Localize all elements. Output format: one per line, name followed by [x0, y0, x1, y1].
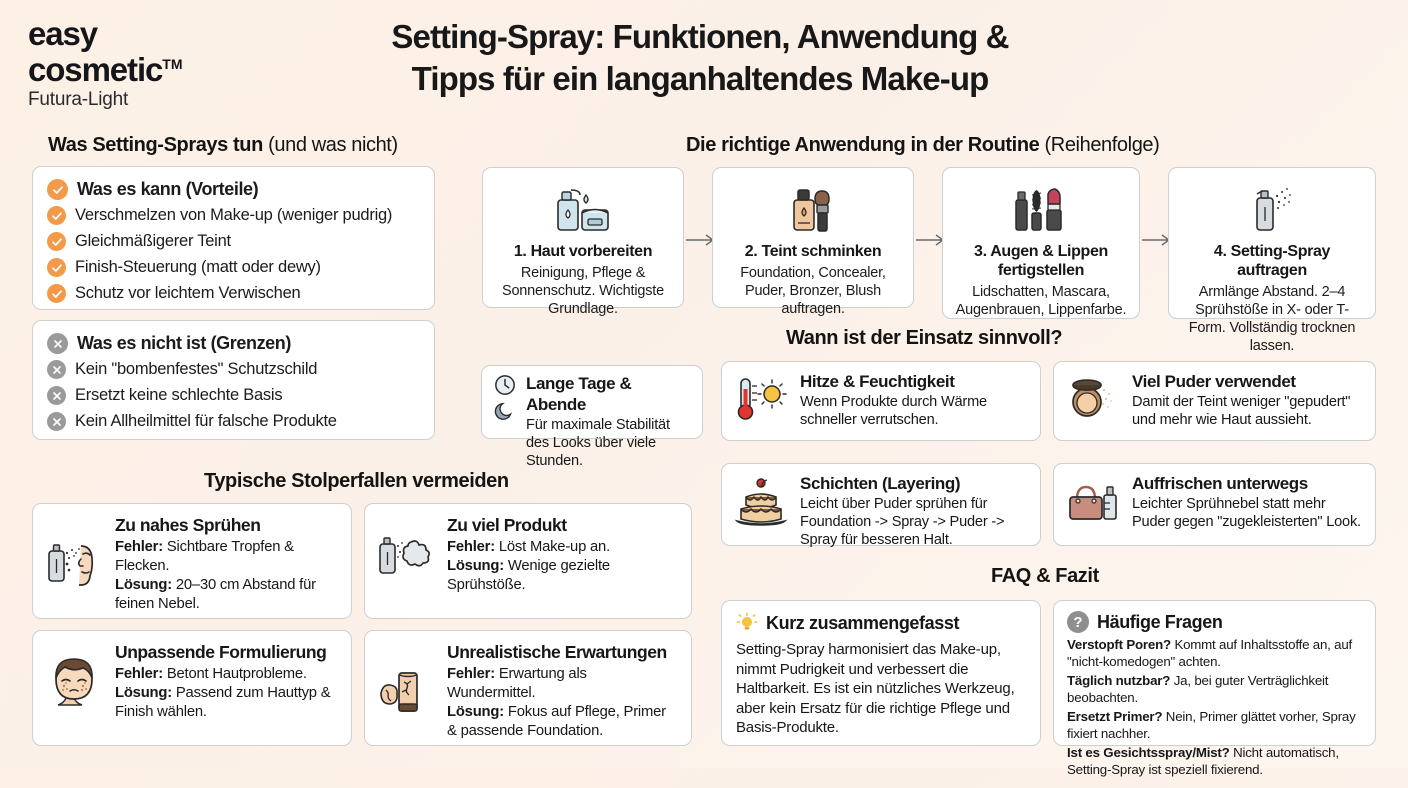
pitfall-fix	[115, 684, 339, 722]
pitfall-fix	[447, 703, 679, 741]
when-card-desc: Leicht über Puder sprühen für Foundation -> Spray -> Puder -> Spray für besseren Halt.	[800, 496, 1005, 548]
pitfall-text	[447, 641, 679, 741]
pitfall-error-label: Fehler:	[447, 666, 495, 682]
routine-step-card	[1168, 167, 1376, 354]
faq-body	[1054, 601, 1375, 788]
summary-card	[721, 600, 1041, 746]
section-title-faq-fazit	[991, 565, 1099, 588]
section-title-pitfalls-bold: Typische Stolperfallen vermeiden	[204, 470, 509, 492]
handbag-and-spray-icon	[1064, 473, 1122, 529]
faq-item	[1067, 744, 1362, 778]
pros-item-label: Verschmelzen von Make-up (weniger pudrig)	[75, 206, 393, 224]
pitfall-error-text: Betont Hautprobleme.	[166, 666, 307, 682]
pitfall-body	[33, 504, 351, 624]
close-circle-icon	[47, 360, 66, 379]
section-title-what-they-do-light: (und was nicht)	[268, 134, 398, 156]
pitfall-title: Unpassende Formulierung	[115, 642, 327, 662]
when-card	[721, 361, 1041, 441]
close-circle-icon	[47, 333, 68, 354]
pitfall-text	[115, 641, 339, 722]
close-circle-icon	[47, 386, 66, 405]
faq-question: Verstopft Poren?	[1067, 637, 1171, 652]
pitfall-error	[115, 665, 339, 684]
limits-heading-row	[47, 332, 420, 355]
pitfall-text	[447, 514, 679, 595]
routine-step-card	[712, 167, 914, 317]
pitfall-fix-text: Passend zum Hauttyp & Finish wählen.	[115, 685, 331, 720]
when-card-desc: Wenn Produkte durch Wärme schneller verrutschen.	[800, 394, 987, 428]
limits-item	[47, 410, 420, 433]
routine-step-body	[943, 168, 1139, 327]
when-card-body	[722, 464, 1040, 558]
limits-item-label: Kein "bombenfestes" Schutzschild	[75, 360, 318, 378]
faq-card	[1053, 600, 1376, 777]
cracked-foundation-tube-icon	[375, 660, 437, 722]
when-card	[481, 365, 703, 469]
brand-line-2-text: cosmetic	[28, 51, 163, 88]
pitfall-fix-label: Lösung:	[115, 577, 172, 593]
routine-step-desc: Lidschatten, Mascara, Augenbrauen, Lippenfarbe.	[955, 284, 1127, 318]
check-circle-icon	[47, 206, 66, 225]
pitfall-body	[365, 631, 691, 751]
cleanser-bottle-and-cream-jar-icon	[491, 178, 675, 240]
close-circle-icon	[47, 412, 66, 431]
summary-body	[722, 601, 1040, 749]
section-title-what-they-do-bold: Was Setting-Sprays tun	[48, 134, 263, 156]
when-card-text	[800, 371, 1028, 429]
pitfall-error-label: Fehler:	[115, 539, 163, 555]
pitfall-title: Zu viel Produkt	[447, 515, 567, 535]
check-circle-icon	[47, 179, 68, 200]
brand-line-2	[28, 49, 183, 88]
page-title	[300, 16, 1100, 100]
when-card-text	[800, 473, 1028, 549]
when-card-body	[1054, 362, 1375, 438]
when-card-text	[1132, 371, 1363, 429]
limits-list	[33, 321, 434, 443]
pros-item-label: Finish-Steuerung (matt oder dewy)	[75, 258, 321, 276]
brand-line-1: easy	[28, 15, 98, 52]
section-title-routine-light: (Reihenfolge)	[1044, 134, 1160, 156]
when-card-text	[1132, 473, 1363, 531]
when-card-text	[526, 373, 692, 470]
pitfall-card	[32, 503, 352, 619]
when-card	[1053, 463, 1376, 546]
pitfall-body	[33, 631, 351, 732]
clock-and-moon-icon	[490, 373, 520, 422]
pitfall-error	[115, 538, 339, 576]
pitfall-error	[447, 538, 679, 557]
when-card	[1053, 361, 1376, 441]
pros-card	[32, 166, 435, 310]
routine-step-card	[482, 167, 684, 317]
faq-question: Ist es Gesichtsspray/Mist?	[1067, 745, 1230, 760]
pitfall-card	[364, 630, 692, 746]
pitfall-fix-text: Wenige gezielte Sprühstöße.	[447, 558, 610, 593]
trademark-mark: TM	[162, 56, 183, 72]
when-card-title: Lange Tage & Abende	[526, 374, 632, 414]
pros-heading-row	[47, 178, 420, 201]
section-title-when-useful	[786, 327, 1062, 350]
spray-too-close-to-face-icon	[43, 533, 105, 595]
when-card-title: Viel Puder verwendet	[1132, 372, 1296, 391]
limits-heading: Was es nicht ist (Grenzen)	[77, 333, 291, 353]
pros-item-label: Gleichmäßigerer Teint	[75, 232, 231, 250]
when-card-body	[482, 366, 702, 477]
routine-step-title: 2. Teint schminken	[744, 243, 882, 260]
when-card-title: Hitze & Feuchtigkeit	[800, 372, 955, 391]
pitfall-text	[115, 514, 339, 614]
faq-answer: Nein, Primer glättet vorher, Spray fixiert nachher.	[1067, 709, 1356, 741]
limits-item	[47, 384, 420, 407]
when-card-title: Schichten (Layering)	[800, 474, 961, 493]
pitfall-title: Unrealistische Erwartungen	[447, 642, 667, 662]
pros-item	[47, 230, 420, 253]
brand-logo	[28, 15, 183, 111]
faq-title: Häufige Fragen	[1097, 611, 1223, 632]
summary-title: Kurz zusammengefasst	[766, 612, 960, 633]
limits-item-label: Ersetzt keine schlechte Basis	[75, 386, 283, 404]
routine-step-desc: Armlänge Abstand. 2–4 Sprühstöße in X- oder T-Form. Vollständig trocknen lassen.	[1188, 284, 1356, 354]
when-card-desc: Damit der Teint weniger "gepudert" und mehr wie Haut aussieht.	[1132, 394, 1351, 428]
spray-can-heavy-mist-icon	[375, 524, 437, 586]
spray-can-icon	[1177, 178, 1367, 240]
routine-step-body	[713, 168, 913, 326]
section-title-routine	[686, 134, 1159, 157]
faq-item	[1067, 636, 1362, 670]
page-title-line-2: Tipps für ein langanhaltendes Make-up	[411, 60, 989, 97]
summary-header	[736, 612, 1026, 634]
section-title-what-they-do	[48, 134, 398, 157]
section-title-routine-bold: Die richtige Anwendung in der Routine	[686, 134, 1040, 156]
pitfall-error-text: Sichtbare Tropfen & Flecken.	[115, 539, 294, 574]
section-title-when-useful-bold: Wann ist der Einsatz sinnvoll?	[786, 327, 1063, 349]
routine-step-desc: Reinigung, Pflege & Sonnenschutz. Wichtigste Grundlage.	[501, 265, 665, 317]
faq-question: Ersetzt Primer?	[1067, 709, 1163, 724]
when-card	[721, 463, 1041, 546]
routine-step-desc: Foundation, Concealer, Puder, Bronzer, Blush auftragen.	[740, 265, 886, 317]
lightbulb-icon	[736, 612, 758, 634]
check-circle-icon	[47, 232, 66, 251]
limits-item	[47, 358, 420, 381]
pitfall-fix-label: Lösung:	[115, 685, 172, 701]
pros-list	[33, 167, 434, 315]
pitfall-title: Zu nahes Sprühen	[115, 515, 261, 535]
question-mark-icon: ?	[1067, 611, 1089, 633]
pitfall-fix-text: Fokus auf Pflege, Primer & passende Foundation.	[447, 704, 666, 739]
pitfall-error-label: Fehler:	[447, 539, 495, 555]
pitfall-fix	[115, 576, 339, 614]
pros-item-label: Schutz vor leichtem Verwischen	[75, 284, 301, 302]
section-title-faq-fazit-bold: FAQ & Fazit	[991, 565, 1099, 587]
limits-item-label: Kein Allheilmittel für falsche Produkte	[75, 412, 337, 430]
pros-item	[47, 204, 420, 227]
thermometer-and-sun-icon	[732, 371, 790, 425]
routine-step-title: 1. Haut vorbereiten	[513, 243, 653, 260]
check-circle-icon	[47, 258, 66, 277]
layer-cake-icon	[732, 473, 790, 529]
routine-step-body	[483, 168, 683, 326]
pitfall-error-label: Fehler:	[115, 666, 163, 682]
pros-heading: Was es kann (Vorteile)	[77, 179, 259, 199]
face-with-skin-problems-icon	[43, 651, 105, 713]
routine-step-card	[942, 167, 1140, 319]
pitfall-fix-text: 20–30 cm Abstand für feinen Nebel.	[115, 577, 316, 612]
routine-step-title: 3. Augen & Lippen fertigstellen	[974, 243, 1108, 279]
powder-compact-icon	[1064, 371, 1122, 425]
when-card-desc: Leichter Sprühnebel statt mehr Puder gegen "zugekleisterten" Look.	[1132, 496, 1361, 530]
when-card-title: Auffrischen unterwegs	[1132, 474, 1308, 493]
pitfall-fix-label: Lösung:	[447, 704, 504, 720]
pros-item	[47, 282, 420, 305]
faq-item	[1067, 708, 1362, 742]
pitfall-error	[447, 665, 679, 703]
summary-text: Setting-Spray harmonisiert das Make-up, nimmt Pudrigkeit und verbessert die Haltbarkeit. Es ist ein nützliches Werkzeug, aber kein Ersatz für die richtige Pflege und Basis-Produkte.	[736, 641, 1015, 736]
pitfall-card	[364, 503, 692, 619]
check-circle-icon	[47, 284, 66, 303]
routine-step-title: 4. Setting-Spray auftragen	[1213, 243, 1331, 279]
pitfall-fix-label: Lösung:	[447, 558, 504, 574]
limits-card	[32, 320, 435, 440]
when-card-body	[1054, 464, 1375, 540]
faq-answer: Nicht automatisch, Setting-Spray ist speziell fixierend.	[1067, 745, 1339, 777]
brand-subtitle: Futura-Light	[28, 89, 129, 110]
when-card-desc: Für maximale Stabilität des Looks über viele Stunden.	[526, 417, 670, 469]
routine-step-body	[1169, 168, 1375, 363]
page-title-line-1: Setting-Spray: Funktionen, Anwendung &	[391, 18, 1009, 55]
faq-item	[1067, 672, 1362, 706]
pitfall-body	[365, 504, 691, 605]
header	[0, 0, 1408, 122]
pitfall-error-text: Erwartung als Wundermittel.	[447, 666, 587, 701]
pros-item	[47, 256, 420, 279]
faq-answer: Kommt auf Inhaltsstoffe an, auf "nicht-komedogen" achten.	[1067, 637, 1353, 669]
when-card-body	[722, 362, 1040, 438]
mascara-and-lipstick-icon	[951, 178, 1131, 240]
pitfall-error-text: Löst Make-up an.	[498, 539, 610, 555]
section-title-pitfalls	[204, 470, 509, 493]
faq-header	[1067, 611, 1362, 633]
pitfall-card	[32, 630, 352, 746]
faq-question: Täglich nutzbar?	[1067, 673, 1171, 688]
faq-answer: Ja, bei guter Verträglichkeit beobachten.	[1067, 673, 1329, 705]
foundation-bottle-and-brush-icon	[721, 178, 905, 240]
pitfall-fix	[447, 557, 679, 595]
